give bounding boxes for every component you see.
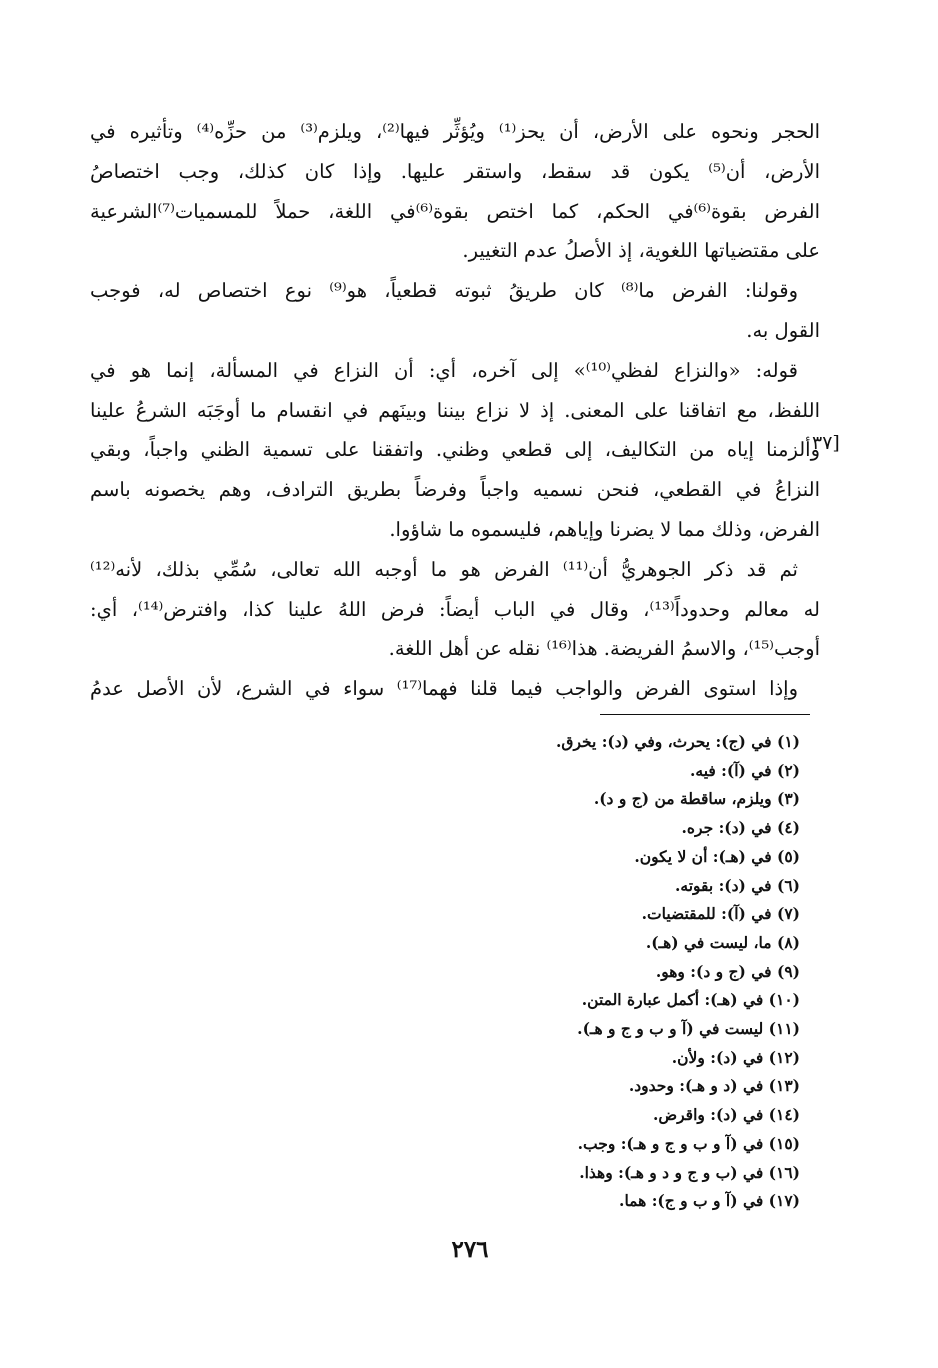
- footnote: (١٥) في (آ و ب و ج و هـ): وجب.: [577, 1133, 800, 1153]
- footnote: (٢) في (آ): فيه.: [689, 760, 800, 780]
- footnote: (١٦) في (ب و ج و د و هـ): وهذا.: [579, 1162, 800, 1182]
- footnote: (١٣) في (د و هـ): وحدود.: [628, 1076, 800, 1096]
- text-line: قوله: «والنزاع لفظي⁽¹⁰⁾» إلى آخره، أي: أن النزاع في المسألة، إنما هو في: [90, 358, 798, 382]
- footnote: (١٧) في (آ و ب و ج): هما.: [619, 1191, 800, 1211]
- text-line: وقولنا: الفرض ما⁽⁸⁾ كان طريقُ ثبوته قطعياً، هو⁽⁹⁾ نوع اختصاص له، فوجب: [90, 279, 798, 303]
- footnote: (٧) في (آ): للمقتضيات.: [641, 904, 800, 924]
- text-line: على مقتضياتها اللغوية، إذ الأصلُ عدم التغيير.: [462, 239, 820, 263]
- main-text: [90, 112, 820, 709]
- text-line: النزاعُ في القطعي، فنحن نسميه واجباً وفرضاً بطريق الترادف، وهم يخصونه باسم: [90, 478, 820, 502]
- text-line: الأرض، أن⁽⁵⁾ يكون قد سقط، واستقر عليها. وإذا كان كذلك، وجب اختصاصُ: [90, 159, 820, 183]
- footnote: (١١) ليست في (آ و ب و ج و هـ).: [577, 1019, 800, 1039]
- text-line: الفرض، وذلك مما لا يضرنا وإياهم، فليسموه ما شاؤوا.: [389, 517, 820, 541]
- footnote: (٤) في (د): جره.: [681, 818, 800, 838]
- text-line: وألزمنا إياه من التكاليف، إلى قطعي وظني. واتفقنا على تسمية الظني واجباً، وبقي: [90, 438, 820, 462]
- text-line: أوجب⁽¹⁵⁾، والاسمُ الفريضة. هذا⁽¹⁶⁾ نقله عن أهل اللغة.: [388, 637, 820, 661]
- text-line: اللفظ، مع اتفاقنا على المعنى. إذ لا نزاع بيننا وبينَهم في انقسام ما أوجَبَه الشرعُ علينا: [90, 398, 820, 422]
- footnote-separator: [600, 714, 810, 715]
- footnotes: [440, 728, 800, 1216]
- footnote: (٣) ويلزم، ساقطة من (ج و د).: [593, 789, 800, 809]
- text-line: الفرض بقوة⁽⁶⁾في الحكم، كما اختص بقوة⁽⁶⁾في اللغة، حملاً للمسميات⁽⁷⁾الشرعية: [90, 199, 820, 223]
- footnote: (١٢) في (د): ولأن.: [671, 1047, 800, 1067]
- footnote: (٦) في (د): بقوته.: [675, 875, 800, 895]
- text-line: وإذا استوى الفرض والواجب فيما قلنا فهما⁽¹⁷⁾ سواء في الشرع، لأن الأصل عدمُ: [90, 677, 799, 701]
- footnote: (٨) ما، ليست في (هـ).: [645, 932, 800, 952]
- footnote: (٥) في (هـ): أن لا يكون.: [634, 846, 800, 866]
- text-line: القول به.: [746, 318, 820, 342]
- text-line: له معالم وحدوداً⁽¹³⁾، وقال في الباب أيضاً: فرض اللهُ علينا كذا، وافترض⁽¹⁴⁾، أي:: [90, 597, 820, 621]
- text-line: ثم قد ذكر الجوهريُّ أن⁽¹¹⁾ الفرض هو ما أوجبه الله تعالى، سُمِّي بذلك، لأنه⁽¹²⁾: [90, 557, 798, 581]
- page-number: ٢٧٦: [451, 1236, 489, 1263]
- footnote: (١٤) في (د): واقرض.: [652, 1105, 800, 1125]
- text-line: الحجر ونحوه على الأرض، أن يحز⁽¹⁾ ويُؤثِّر فيها⁽²⁾، ويلزم⁽³⁾ من حزِّه⁽⁴⁾ وتأثيره في: [90, 120, 820, 143]
- footnote: (١) في (ج): يحرث، وفي (د): يخرق.: [556, 732, 800, 751]
- footnote: (٩) في (ج و د): وهو.: [655, 961, 800, 981]
- margin-page-marker: [٣٧: [812, 432, 840, 454]
- footnote: (١٠) في (هـ): أكمل عبارة المتن.: [581, 990, 800, 1010]
